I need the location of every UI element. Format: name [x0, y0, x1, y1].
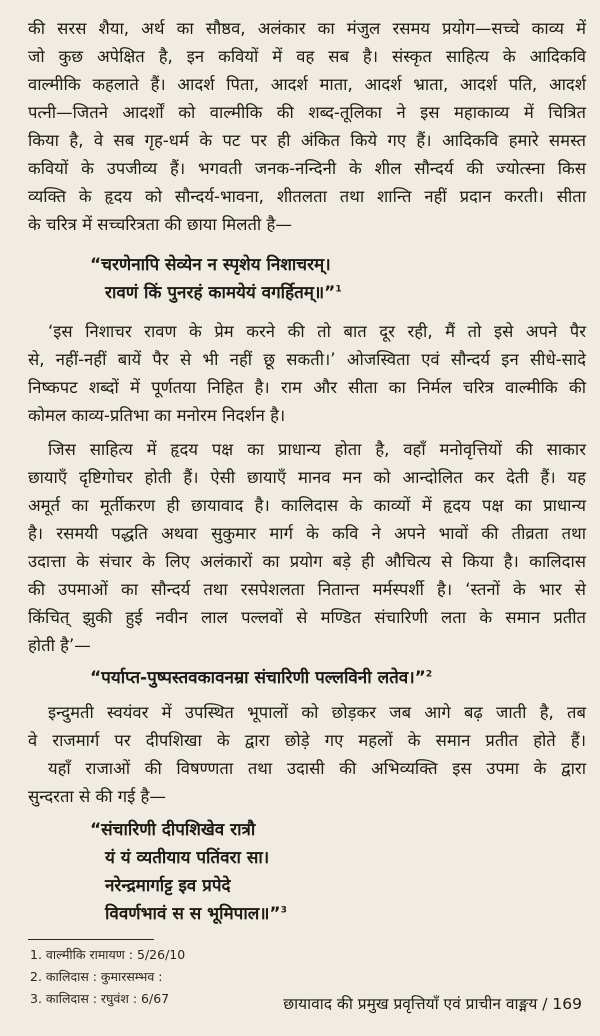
footnote: 2. कालिदास : कुमारसम्भव :	[30, 969, 163, 984]
text-line: है। रसमयी पद्धति अथवा सुकुमार मार्ग के कवि ने अपने भावों की तीव्रता तथा	[28, 524, 586, 543]
text-line: वे राजमार्ग पर दीपशिखा के द्वारा छोड़े गए महलों के समान प्रतीत होते हैं।	[28, 731, 586, 750]
footnote-divider	[28, 939, 154, 940]
text-line: सुन्दरता से की गई है—	[28, 787, 166, 806]
text-line: छायाएँ दृष्टिगोचर होती हैं। ऐसी छायाएँ मानव मन को आन्दोलित कर देती हैं। यह	[28, 468, 586, 487]
text-line: इन्दुमती स्वयंवर में उपस्थित भूपालों को छोड़कर जब आगे बढ़ जाती है, तब	[48, 703, 586, 722]
verse-line: यं यं व्यतीयाय पतिंवरा सा।	[105, 848, 270, 868]
text-line: से, नहीं-नहीं बायें पैर से भी नहीं छू सकती।’ ओजस्विता एवं सौन्दर्य इन सीधे-सादे	[28, 350, 586, 369]
text-line: पत्नी—जितने आदर्शों को वाल्मीकि की शब्द-तूलिका ने इस महाकाव्य में चित्रित	[28, 103, 586, 122]
text-line: की सरस शैया, अर्थ का सौष्ठव, अलंकार का मंजुल रसमय प्रयोग—सच्चे काव्य में	[28, 19, 586, 38]
verse-text: रावणं किं पुनरहं कामयेयं वगर्हितम्॥”	[105, 283, 336, 303]
footnote-ref: 1	[335, 284, 342, 295]
text-line: के चरित्र में सच्चरित्रता की छाया मिलती है—	[28, 215, 292, 234]
text-line: कोमल काव्य-प्रतिभा का मनोरम निदर्शन है।	[28, 406, 286, 425]
text-line: की उपमाओं का सौन्दर्य तथा रसपेशलता नितान्त मर्मस्पर्शी है। ‘स्तनों के भार से	[28, 580, 586, 599]
verse-text: विवर्णभावं स स भूमिपाल॥”	[105, 904, 281, 924]
text-line: ‘इस निशाचर रावण के प्रेम करने की तो बात दूर रही, मैं तो इसे अपने पैर	[48, 322, 586, 341]
text-line: व्यक्ति के हृदय को सौन्दर्य-भावना, शीतलता तथा शान्ति नहीं प्रदान करती। सीता	[28, 187, 586, 206]
text-line: जो कुछ अपेक्षित है, इन कवियों में वह सब है। संस्कृत साहित्य के आदिकवि	[28, 47, 586, 66]
text-line: कवियों के उपजीव्य हैं। भगवती जनक-नन्दिनी के शील सौन्दर्य की ज्योत्स्ना किस	[28, 159, 586, 178]
verse-text: “पर्याप्त-पुष्पस्तवकावनम्रा संचारिणी पल्लविनी लतेव।”	[90, 668, 426, 688]
verse-line	[105, 281, 342, 306]
text-line: उदात्ता के संचार के लिए अलंकारों का प्रयोग बड़े ही औचित्य से किया है। कालिदास	[28, 552, 586, 571]
text-line: जिस साहित्य में हृदय पक्ष का प्राधान्य होता है, वहाँ मनोवृत्तियों की साकार	[48, 440, 586, 459]
text-line: होती है’—	[28, 636, 91, 655]
text-line: वाल्मीकि कहलाते हैं। आदर्श पिता, आदर्श माता, आदर्श भ्राता, आदर्श पति, आदर्श	[28, 75, 586, 94]
verse-line: “चरणेनापि सेव्येन न स्पृशेय निशाचरम्।	[90, 255, 331, 275]
verse-line	[90, 666, 432, 691]
text-line: किंचित् झुकी हुई नवीन लाल पल्लवों से मण्डित संचारिणी लता के समान प्रतीत	[28, 608, 586, 627]
footnote: 1. वाल्मीकि रामायण : 5/26/10	[30, 947, 186, 962]
verse-line: “संचारिणी दीपशिखेव रात्रौ	[90, 820, 256, 840]
text-line: यहाँ राजाओं की विषण्णता तथा उदासी की अभिव्यक्ति इस उपमा के द्वारा	[48, 759, 586, 778]
verse-line: नरेन्द्रमार्गाट्ट इव प्रपेदे	[105, 876, 231, 896]
footnote-ref: 2	[425, 669, 433, 680]
text-line: निष्कपट शब्दों में पूर्णतया निहित है। राम और सीता का निर्मल चरित्र वाल्मीकि की	[28, 378, 586, 397]
text-line: अमूर्त का मूर्तीकरण ही छायावाद है। कालिदास के काव्यों में हृदय पक्ष का प्राधान्य	[28, 496, 586, 515]
verse-line	[105, 902, 287, 927]
text-line: किया है, वे सब गृह-धर्म के पट पर ही अंकित किये गए हैं। आदिकवि हमारे समस्त	[28, 131, 586, 150]
page-footer: छायावाद की प्रमुख प्रवृत्तियाँ एवं प्राचीन वाङ्मय / 169	[283, 995, 582, 1013]
footnote: 3. कालिदास : रघुवंश : 6/67	[30, 991, 170, 1006]
footnote-ref: 3	[280, 905, 287, 916]
